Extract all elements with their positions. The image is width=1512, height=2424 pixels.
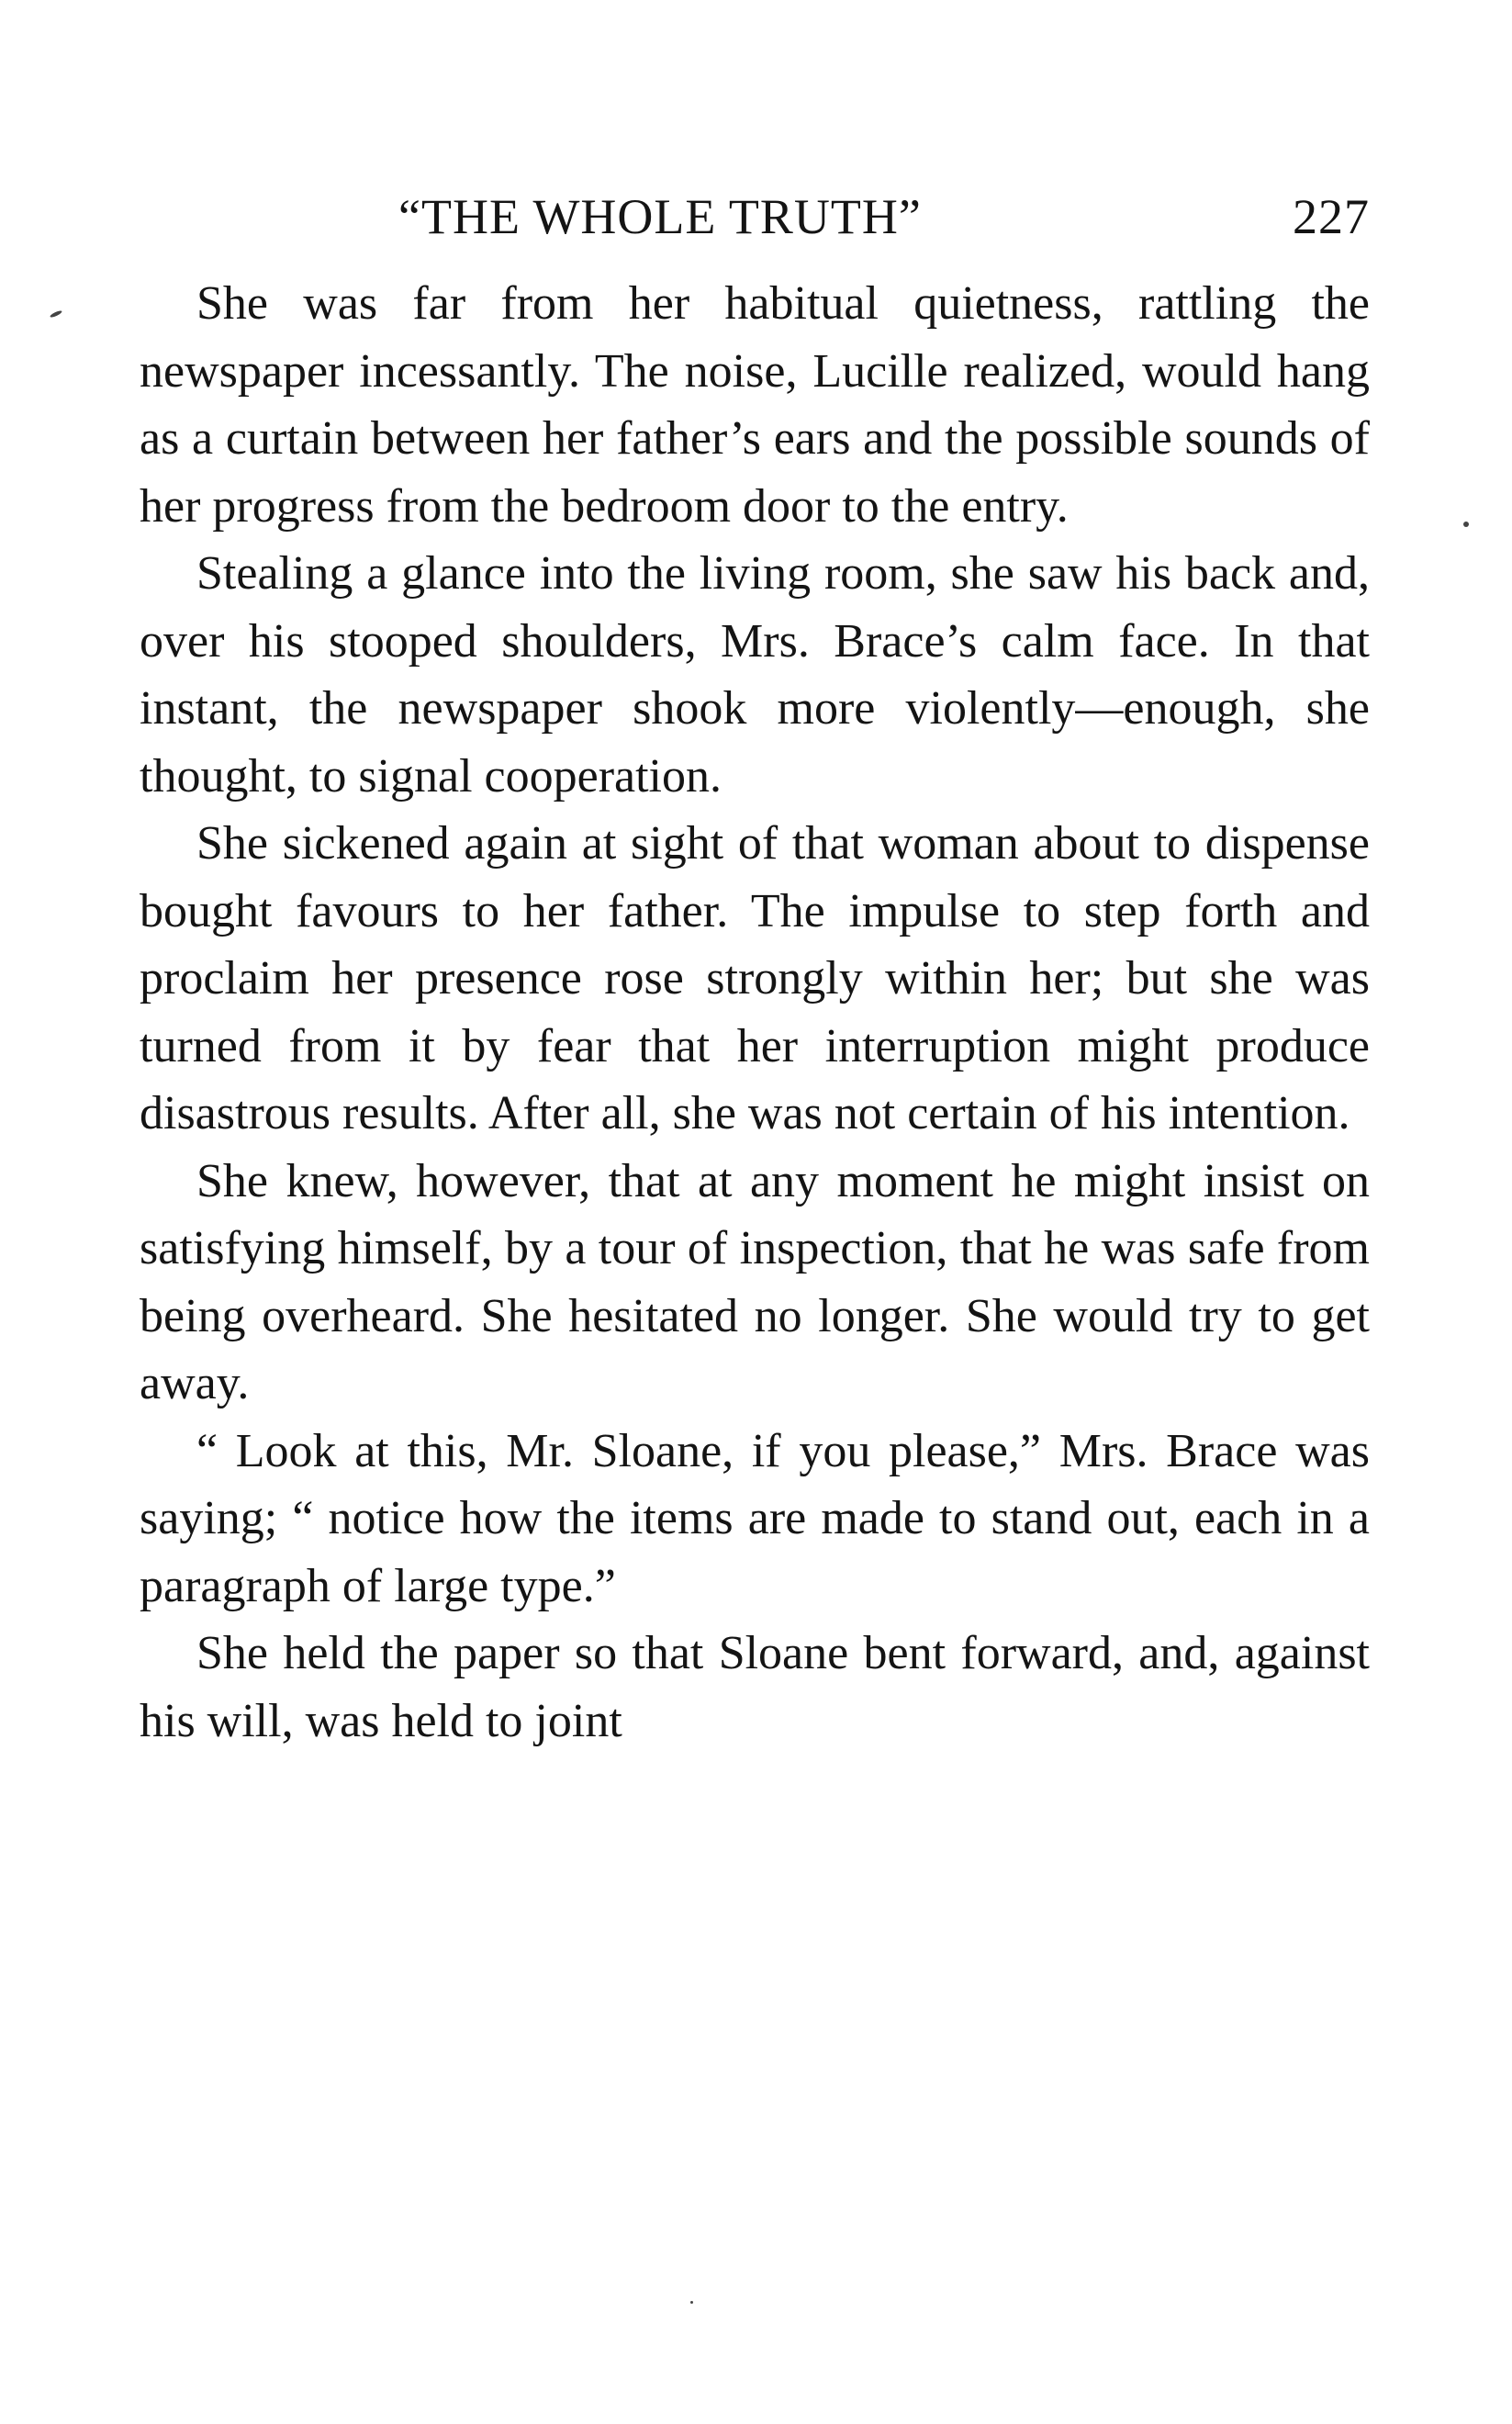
bottom-dot: [690, 2301, 693, 2304]
body-text: [140, 270, 1370, 1755]
margin-mark: [50, 309, 62, 319]
paragraph: She was far from her habitual quietness, rattling the newspaper incessantly. The noise, Lucille realized, would hang as a curtain between her father’s ears and the possible sounds of her progress from the bedroom door to the entry.: [140, 277, 1370, 533]
book-page: [140, 180, 1370, 1755]
running-head: [140, 180, 1370, 253]
paragraph: Stealing a glance into the living room, she saw his back and, over his stooped shoulders, Mrs. Brace’s calm face. In that instant, the newspaper shook more violently—enough, she thought, to signal cooperation.: [140, 547, 1370, 802]
paragraph: She held the paper so that Sloane bent forward, and, against his will, was held to joint: [140, 1627, 1370, 1747]
paragraph: She sickened again at sight of that woman about to dispense bought favours to her father. The impulse to step forth and proclaim her presence rose strongly within her; but she was turned from it by fear that her interruption might produce disastrous results. After all, she was not certain of his intention.: [140, 817, 1370, 1139]
paragraph: “ Look at this, Mr. Sloane, if you please,” Mrs. Brace was saying; “ notice how the items are made to stand out, each in a paragraph of large type.”: [140, 1424, 1370, 1612]
margin-dot: [1463, 522, 1469, 527]
running-title: “THE WHOLE TRUTH”: [398, 189, 922, 244]
paragraph: She knew, however, that at any moment he might insist on satisfying himself, by a tour of inspection, that he was safe from being overheard. She hesitated no longer. She would try to get away.: [140, 1154, 1370, 1409]
page-number: 227: [1293, 189, 1370, 244]
